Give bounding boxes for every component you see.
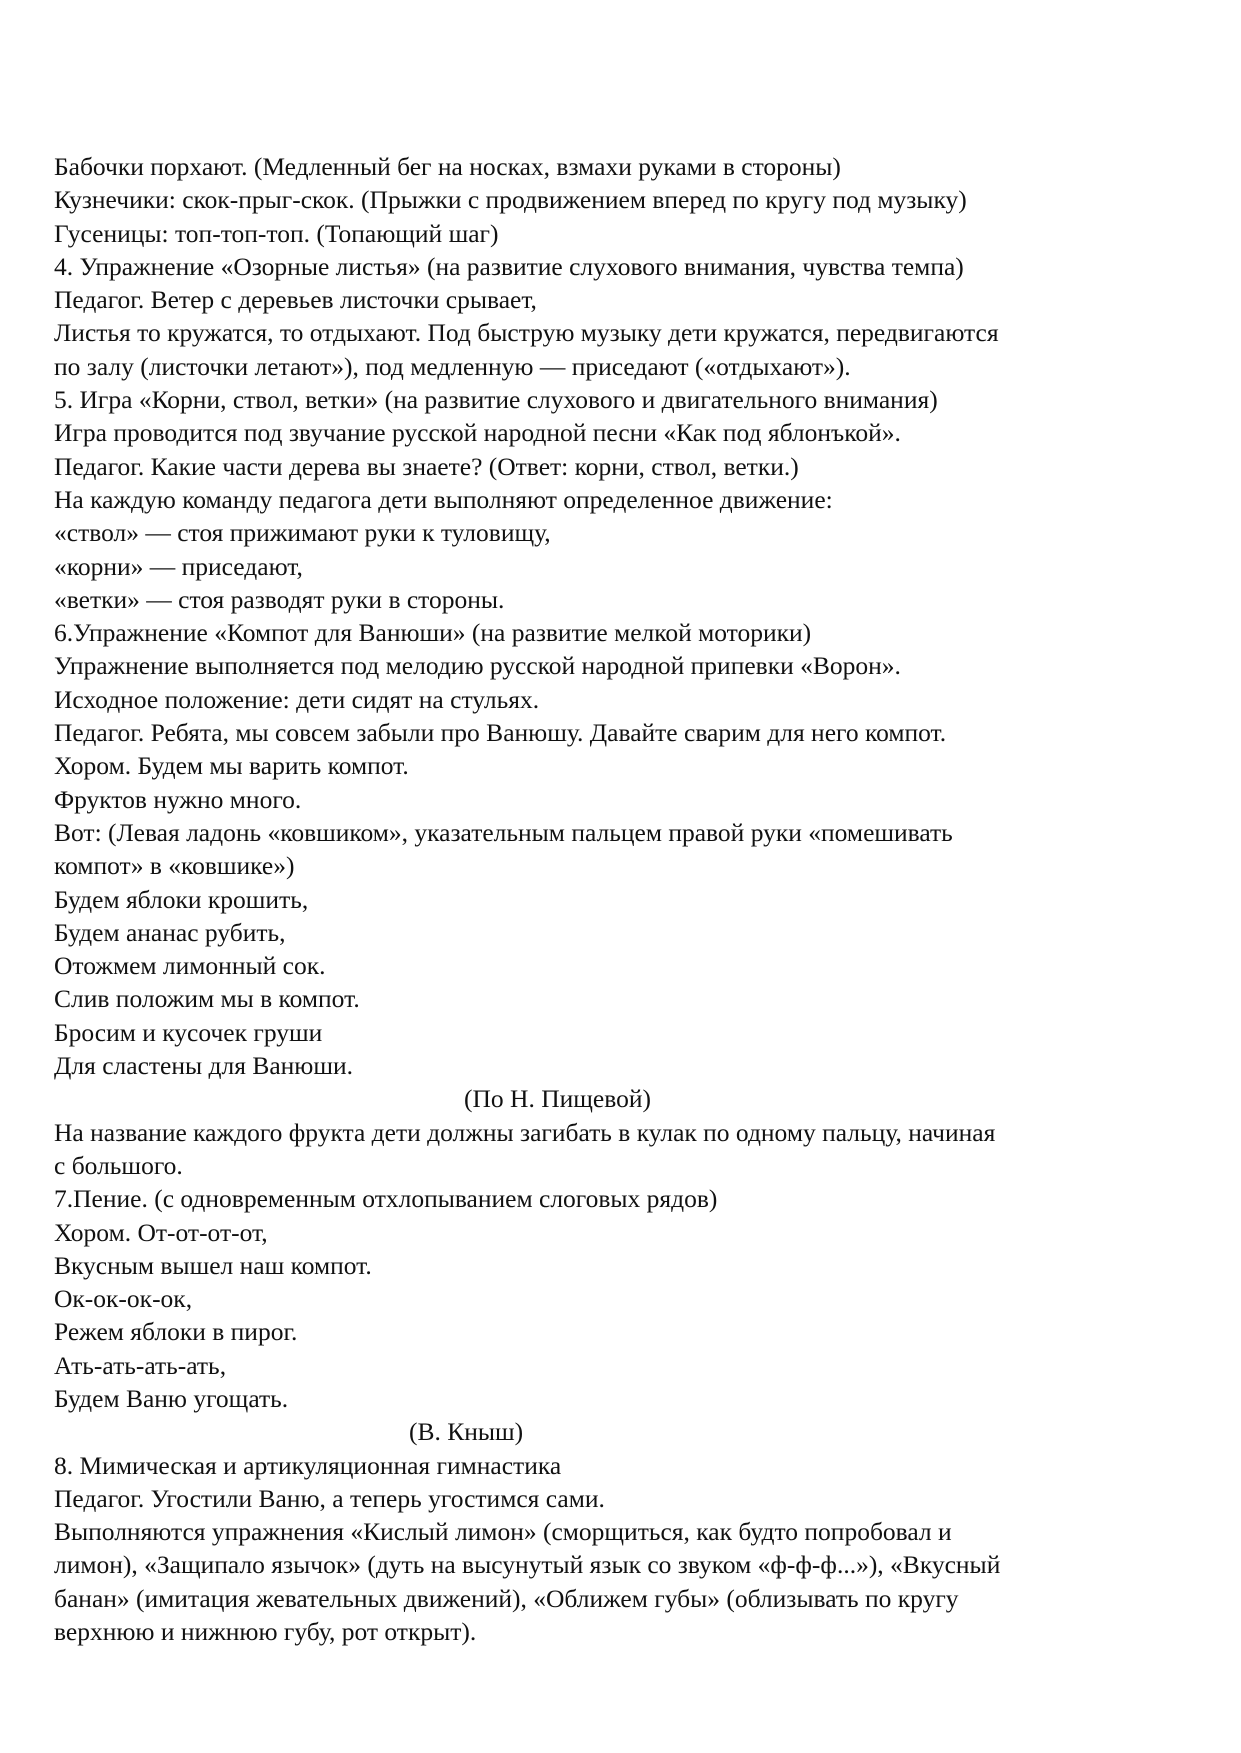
text-line: Гусеницы: топ-топ-топ. (Топающий шаг) bbox=[54, 218, 499, 248]
section-heading-7: 7.Пение. (с одновременным отхлопыванием слоговых рядов) bbox=[54, 1184, 718, 1214]
text-line: Выполняются упражнения «Кислый лимон» (сморщиться, как будто попробовал и bbox=[54, 1517, 952, 1547]
poem-line: Фруктов нужно много. bbox=[54, 784, 302, 814]
poem-attribution: (В. Кныш) bbox=[409, 1417, 524, 1447]
text-line: по залу (листочки летают»), под медленную — приседают («отдыхают»). bbox=[54, 351, 851, 381]
poem-line: Бросим и кусочек груши bbox=[54, 1017, 323, 1047]
poem-line: Слив положим мы в компот. bbox=[54, 984, 360, 1014]
poem-line: Будем Ваню угощать. bbox=[54, 1383, 289, 1413]
text-line: «корни» — приседают, bbox=[54, 551, 303, 581]
text-line: Исходное положение: дети сидят на стульях. bbox=[54, 684, 540, 714]
poem-line: Хором. Будем мы варить компот. bbox=[54, 751, 409, 781]
poem-line: Для сластены для Ванюши. bbox=[54, 1051, 354, 1081]
text-line: верхнюю и нижнюю губу, рот открыт). bbox=[54, 1617, 477, 1647]
section-heading-8: 8. Мимическая и артикуляционная гимнастика bbox=[54, 1450, 562, 1480]
section-heading-5: 5. Игра «Корни, ствол, ветки» (на развитие слухового и двигательного внимания) bbox=[54, 385, 938, 415]
text-line: На название каждого фрукта дети должны загибать в кулак по одному пальцу, начиная bbox=[54, 1117, 996, 1147]
text-line: На каждую команду педагога дети выполняют определенное движение: bbox=[54, 484, 833, 514]
text-line: Вот: (Левая ладонь «ковшиком», указательным пальцем правой руки «помешивать bbox=[54, 817, 953, 847]
poem-line: Ок-ок-ок-ок, bbox=[54, 1284, 193, 1314]
poem-line: Ать-ать-ать-ать, bbox=[54, 1350, 227, 1380]
poem-line: Отожмем лимонный сок. bbox=[54, 951, 326, 981]
poem-line: Вкусным вышел наш компот. bbox=[54, 1250, 372, 1280]
text-line: Кузнечики: скок-прыг-скок. (Прыжки с продвижением вперед по кругу под музыку) bbox=[54, 185, 967, 215]
poem-attribution: (По Н. Пищевой) bbox=[464, 1084, 651, 1114]
text-line: Педагог. Какие части дерева вы знаете? (Ответ: корни, ствол, ветки.) bbox=[54, 451, 799, 481]
section-heading-4: 4. Упражнение «Озорные листья» (на развитие слухового внимания, чувства темпа) bbox=[54, 251, 964, 281]
text-line: Упражнение выполняется под мелодию русской народной припевки «Ворон». bbox=[54, 651, 901, 681]
poem-line: Хором. От-от-от-от, bbox=[54, 1217, 268, 1247]
poem-line: Будем ананас рубить, bbox=[54, 917, 286, 947]
text-line: Педагог. Ребята, мы совсем забыли про Ванюшу. Давайте сварим для него компот. bbox=[54, 718, 947, 748]
text-line: Педагог. Угостили Ваню, а теперь угостимся сами. bbox=[54, 1483, 605, 1513]
text-line: Игра проводится под звучание русской народной песни «Как под яблонъкой». bbox=[54, 418, 901, 448]
text-line: с большого. bbox=[54, 1150, 183, 1180]
text-line: лимон), «Защипало язычок» (дуть на высунутый язык со звуком «ф-ф-ф...»), «Вкусный bbox=[54, 1550, 1001, 1580]
text-line: банан» (имитация жевательных движений), «Оближем губы» (облизывать по кругу bbox=[54, 1583, 959, 1613]
document-body bbox=[54, 150, 1194, 1648]
text-line: Листья то кружатся, то отдыхают. Под быструю музыку дети кружатся, передвигаются bbox=[54, 318, 999, 348]
text-line: «ствол» — стоя прижимают руки к туловищу, bbox=[54, 518, 551, 548]
text-line: Педагог. Ветер с деревьев листочки срывает, bbox=[54, 285, 537, 315]
poem-line: Режем яблоки в пирог. bbox=[54, 1317, 298, 1347]
poem-line: Будем яблоки крошить, bbox=[54, 884, 309, 914]
text-line: «ветки» — стоя разводят руки в стороны. bbox=[54, 584, 505, 614]
text-line: компот» в «ковшике») bbox=[54, 851, 295, 881]
text-line: Бабочки порхают. (Медленный бег на носках, взмахи руками в стороны) bbox=[54, 152, 841, 181]
section-heading-6: 6.Упражнение «Компот для Ванюши» (на развитие мелкой моторики) bbox=[54, 618, 812, 648]
